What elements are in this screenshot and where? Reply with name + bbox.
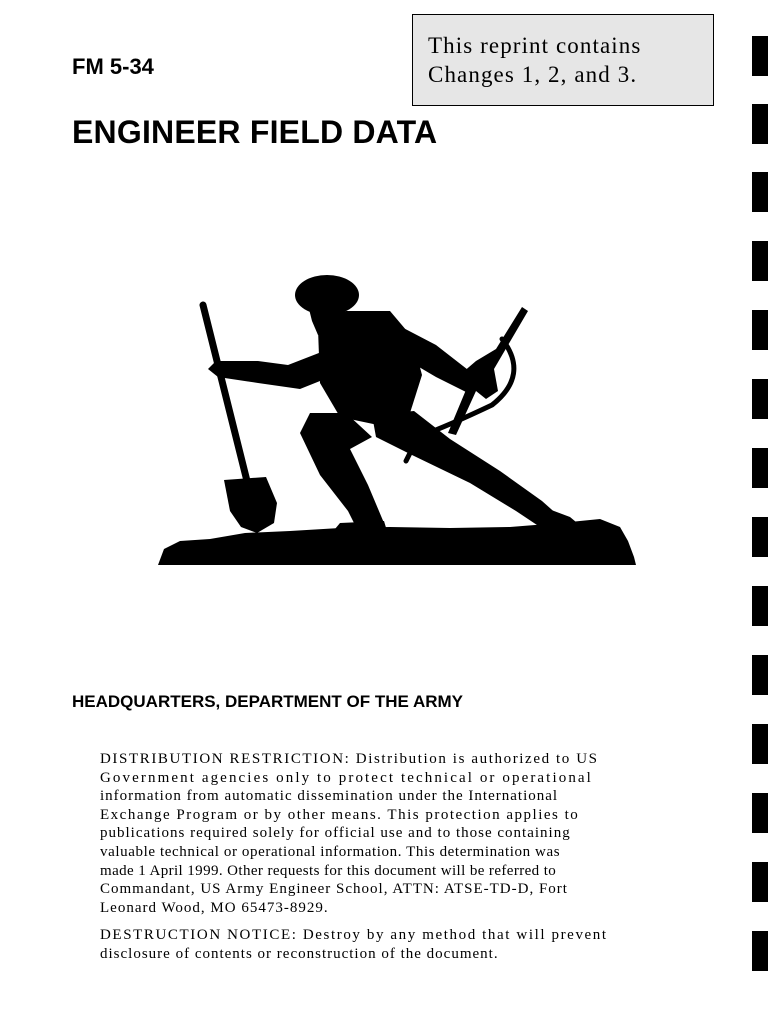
distribution-line: Commandant, US Army Engineer School, ATTN: ATSE-TD-D, Fort [100, 881, 568, 898]
edge-mark [752, 379, 768, 419]
shovel-blade [224, 477, 277, 533]
edge-mark [752, 310, 768, 350]
soldier-silhouette-illustration [150, 265, 640, 575]
edge-mark [752, 104, 768, 144]
edge-mark [752, 724, 768, 764]
edge-mark [752, 655, 768, 695]
shovel-handle [203, 305, 247, 481]
edge-marks [752, 0, 768, 1024]
edge-mark [752, 172, 768, 212]
reprint-notice-line: This reprint contains [428, 33, 642, 58]
reprint-notice-box [412, 14, 714, 106]
distribution-line: Leonard Wood, MO 65473-8929. [100, 899, 329, 916]
distribution-line: information from automatic dissemination under the International [100, 788, 559, 805]
document-title: ENGINEER FIELD DATA [72, 114, 438, 150]
distribution-line: publications required solely for official use and to those containing [100, 825, 571, 842]
edge-mark [752, 448, 768, 488]
edge-mark [752, 931, 768, 971]
edge-mark [752, 36, 768, 76]
destruction-line: disclosure of contents or reconstruction of the document. [100, 945, 499, 962]
destruction-line: DESTRUCTION NOTICE: Destroy by any method that will prevent [100, 927, 608, 943]
edge-mark [752, 862, 768, 902]
distribution-line: made 1 April 1999. Other requests for this document will be referred to [100, 862, 557, 879]
edge-mark [752, 793, 768, 833]
document-code: FM 5-34 [72, 54, 154, 79]
distribution-restriction [100, 750, 700, 917]
edge-mark [752, 517, 768, 557]
headquarters-heading: HEADQUARTERS, DEPARTMENT OF THE ARMY [72, 692, 463, 711]
distribution-line: valuable technical or operational information. This determination was [100, 843, 561, 860]
distribution-line: DISTRIBUTION RESTRICTION: Distribution is authorized to US [100, 751, 599, 767]
soldier-front-boot [330, 521, 390, 545]
distribution-line: Exchange Program or by other means. This protection applies to [100, 806, 580, 823]
edge-mark [752, 586, 768, 626]
destruction-notice [100, 926, 700, 963]
distribution-line: Government agencies only to protect technical or operational [100, 769, 593, 786]
edge-mark [752, 241, 768, 281]
reprint-notice-line: Changes 1, 2, and 3. [428, 62, 638, 87]
